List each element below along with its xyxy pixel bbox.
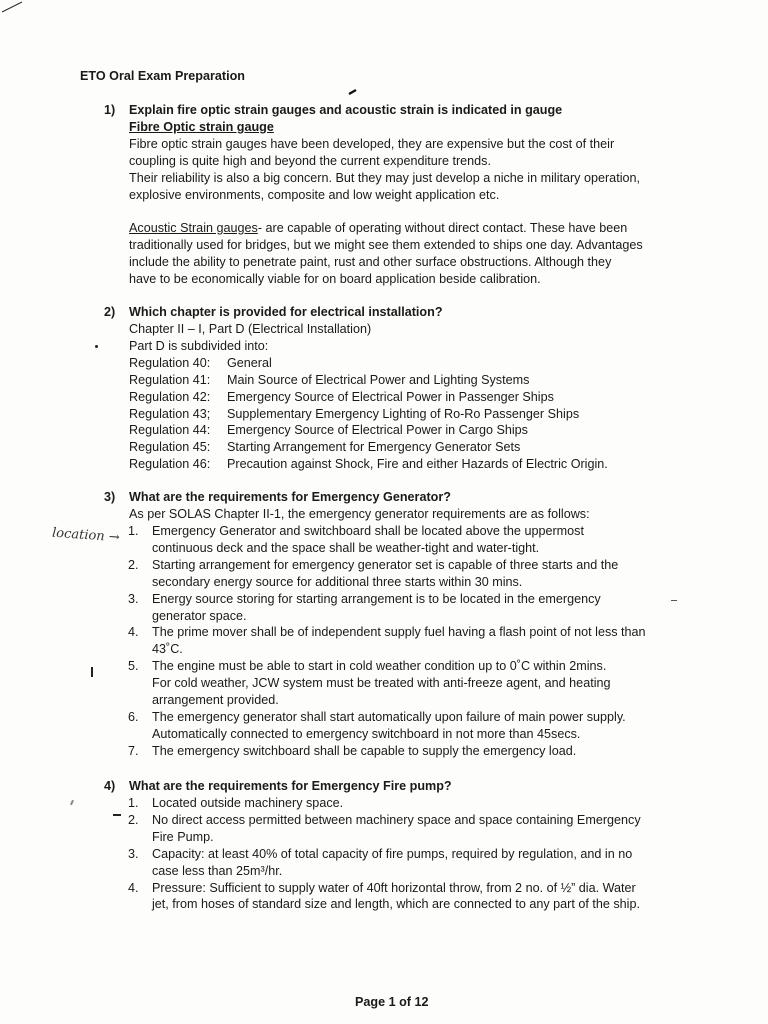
list-item	[128, 795, 641, 812]
list-item-continued	[128, 896, 641, 913]
q2-body	[129, 321, 608, 473]
regulation-description: General	[227, 355, 272, 370]
q4-requirements-list	[128, 795, 641, 913]
list-text: For cold weather, JCW system must be treated with anti-freeze agent, and heating	[152, 676, 611, 691]
list-number: 1.	[128, 524, 139, 538]
list-number: 1.	[128, 796, 139, 810]
list-text: No direct access permitted between machinery space and space containing Emergency	[152, 812, 641, 827]
paragraph-line: explosive environments, composite and low weight application etc.	[129, 187, 500, 202]
pen-tick-mark	[113, 814, 121, 816]
list-number: 2.	[128, 812, 139, 827]
q3-requirements-list	[128, 523, 646, 760]
paragraph-line: include the ability to penetrate paint, rust and other surface obstructions. Although they	[129, 254, 612, 269]
q2-question: Which chapter is provided for electrical installation?	[129, 305, 443, 319]
list-item	[128, 557, 646, 574]
list-item	[128, 743, 646, 760]
list-number: 7.	[128, 743, 139, 758]
list-text: The emergency switchboard shall be capable to supply the emergency load.	[152, 743, 577, 758]
regulation-number: Regulation 44:	[129, 423, 211, 438]
regulation-description: Precaution against Shock, Fire and either Hazards of Electric Origin.	[227, 457, 608, 472]
list-text: Starting arrangement for emergency generator set is capable of three starts and the	[152, 557, 619, 572]
list-text: Energy source storing for starting arrangement is to be located in the emergency	[152, 591, 601, 606]
paragraph-line: - are capable of operating without direct contact. These have been	[257, 221, 628, 235]
list-item	[128, 658, 646, 675]
list-item	[128, 523, 646, 540]
list-item	[128, 624, 646, 641]
regulation-description: Emergency Source of Electrical Power in Passenger Ships	[227, 389, 554, 404]
list-text: 43˚C.	[152, 642, 183, 657]
page-footer: Page 1 of 12	[355, 995, 429, 1009]
q1-paragraph-acoustic	[129, 220, 643, 288]
list-item-continued	[128, 540, 646, 557]
q3-number: 3)	[104, 490, 116, 504]
list-text: Emergency Generator and switchboard shall be located above the uppermost	[152, 524, 584, 538]
list-item-continued	[128, 692, 646, 709]
pen-tick-mark	[95, 345, 98, 348]
pen-dot-mark	[348, 88, 358, 96]
list-number: 4.	[128, 625, 139, 640]
list-item-continued	[128, 726, 646, 743]
list-item-continued	[128, 829, 641, 846]
list-text: Capacity: at least 40% of total capacity of fire pumps, required by regulation, and in no	[152, 846, 633, 861]
regulation-description: Emergency Source of Electrical Power in Cargo Ships	[227, 423, 528, 438]
list-item-continued	[128, 574, 646, 591]
list-text: Located outside machinery space.	[152, 796, 344, 810]
list-text: The emergency generator shall start automatically upon failure of main power supply.	[152, 709, 626, 724]
list-item	[128, 812, 641, 829]
list-number: 4.	[128, 880, 139, 895]
q3-intro: As per SOLAS Chapter II-1, the emergency generator requirements are as follows:	[129, 507, 590, 521]
regulation-number: Regulation 45:	[129, 440, 211, 455]
list-number: 3.	[128, 846, 139, 861]
list-text: continuous deck and the space shall be weather-tight and water-tight.	[152, 540, 540, 555]
paragraph-line: have to be economically viable for on board application beside calibration.	[129, 271, 541, 286]
regulation-description: Starting Arrangement for Emergency Generator Sets	[227, 440, 521, 455]
q1-subheading: Fibre Optic strain gauge	[129, 120, 274, 134]
regulation-row	[129, 422, 608, 439]
q1-paragraph-fibre	[129, 136, 640, 204]
list-text: Pressure: Sufficient to supply water of 40ft horizontal throw, from 2 no. of ½” dia. Water	[152, 880, 636, 895]
q1-question: Explain fire optic strain gauges and acoustic strain is indicated in gauge	[129, 103, 563, 117]
acoustic-term: Acoustic Strain gauges	[129, 221, 258, 235]
list-number: 2.	[128, 557, 139, 572]
list-item-continued	[128, 641, 646, 658]
regulation-number: Regulation 41:	[129, 372, 211, 387]
list-text: Fire Pump.	[152, 829, 214, 844]
q2-number: 2)	[104, 305, 116, 319]
list-text: arrangement provided.	[152, 693, 279, 708]
q4-number: 4)	[104, 779, 116, 793]
list-text: generator space.	[152, 608, 247, 623]
regulation-row	[129, 372, 608, 389]
q1-number: 1)	[104, 103, 116, 117]
list-text: secondary energy source for additional three starts within 30 mins.	[152, 574, 523, 589]
regulation-number: Regulation 46:	[129, 457, 211, 472]
regulation-row	[129, 439, 608, 456]
list-item-continued	[128, 608, 646, 625]
document-title: ETO Oral Exam Preparation	[80, 69, 245, 83]
list-item	[128, 880, 641, 897]
regulation-description: Main Source of Electrical Power and Lighting Systems	[227, 372, 530, 387]
q4-question: What are the requirements for Emergency Fire pump?	[129, 779, 452, 793]
corner-pen-mark	[0, 0, 26, 14]
subdivided-line: Part D is subdivided into:	[129, 338, 269, 353]
regulation-row	[129, 456, 608, 473]
pen-tick-mark	[671, 600, 677, 601]
margin-note-location: location →	[51, 525, 121, 546]
list-number: 6.	[128, 709, 139, 724]
paragraph-line: Fibre optic strain gauges have been developed, they are expensive but the cost of their	[129, 137, 615, 151]
regulation-number: Regulation 40:	[129, 355, 211, 370]
list-item	[128, 709, 646, 726]
paragraph-line: Their reliability is also a big concern. But they may just develop a niche in military operation,	[129, 170, 640, 185]
pen-tick-mark	[91, 667, 93, 677]
regulation-row	[129, 355, 608, 372]
regulation-number: Regulation 42:	[129, 389, 211, 404]
list-item	[128, 846, 641, 863]
list-item-continued	[128, 863, 641, 880]
list-text: The prime mover shall be of independent supply fuel having a flash point of not less than	[152, 625, 646, 640]
list-item	[128, 591, 646, 608]
list-item-continued	[128, 675, 646, 692]
regulation-row	[129, 389, 608, 406]
list-text: The engine must be able to start in cold weather condition up to 0˚C within 2mins.	[152, 659, 607, 674]
regulation-description: Supplementary Emergency Lighting of Ro-Ro Passenger Ships	[227, 406, 580, 421]
list-number: 5.	[128, 659, 139, 674]
regulation-number: Regulation 43;	[129, 406, 211, 421]
chapter-line: Chapter II – I, Part D (Electrical Installation)	[129, 322, 372, 336]
paragraph-line: coupling is quite high and beyond the current expenditure trends.	[129, 153, 491, 168]
list-text: Automatically connected to emergency switchboard in not more than 45secs.	[152, 726, 581, 741]
pen-tick-mark	[70, 800, 74, 805]
list-number: 3.	[128, 591, 139, 606]
regulation-row	[129, 406, 608, 423]
list-text: jet, from hoses of standard size and length, which are connected to any part of the ship.	[152, 897, 640, 912]
list-text: case less than 25m³/hr.	[152, 863, 283, 878]
q3-question: What are the requirements for Emergency Generator?	[129, 490, 451, 504]
paragraph-line: traditionally used for bridges, but we might see them extended to ships one day. Advantages	[129, 237, 643, 252]
